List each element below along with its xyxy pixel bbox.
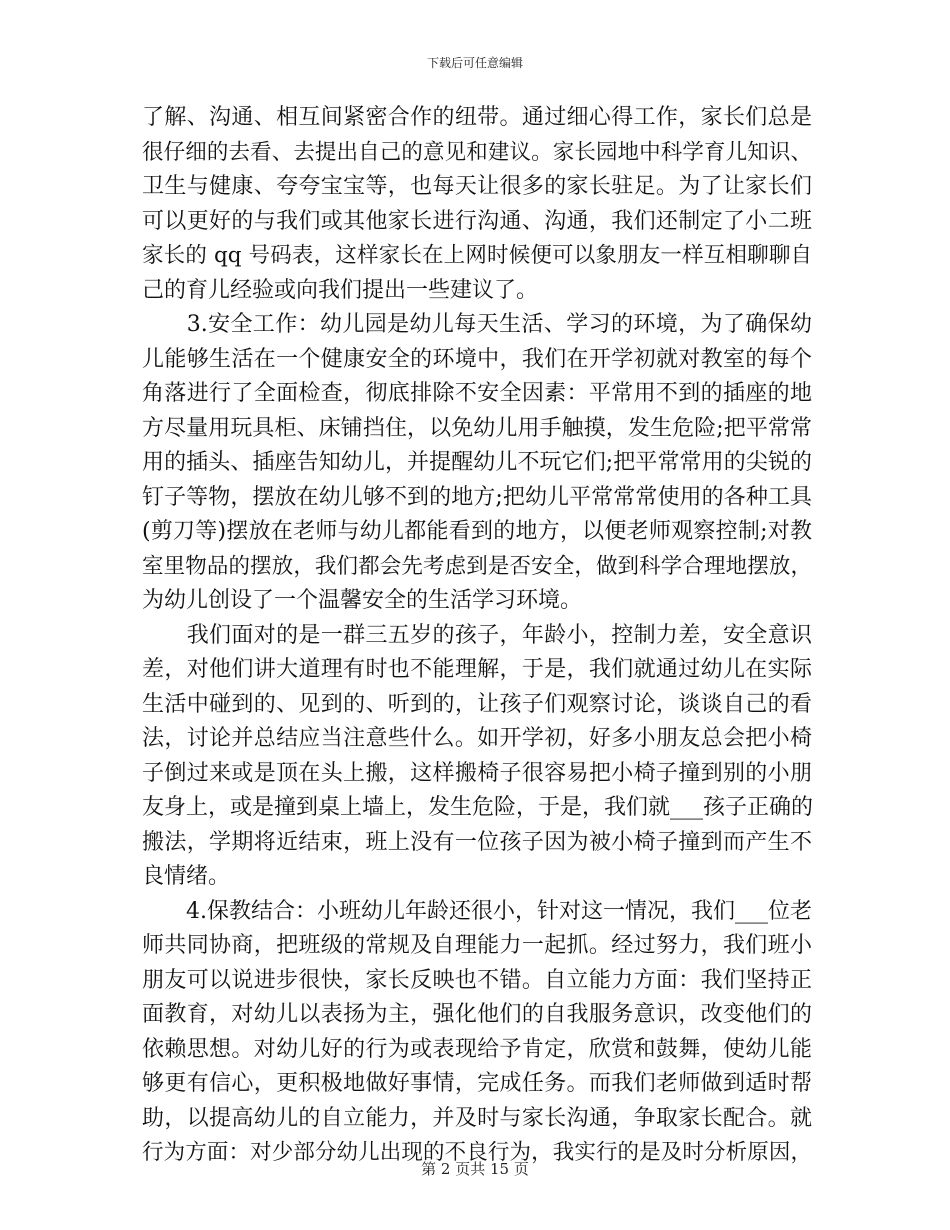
text-line: 方尽量用玩具柜、床铺挡住，以免幼儿用手触摸，发生危险;把平常常 (142, 415, 812, 441)
text-line: 我们面对的是一群三五岁的孩子，年龄小，控制力差，安全意识 (142, 622, 812, 648)
text-line: 己的育儿经验或向我们提出一些建议了。 (142, 277, 539, 303)
text-line: 够更有信心，更积极地做好事情，完成任务。而我们老师做到适时帮 (142, 1071, 812, 1096)
text-line: 面教育，对幼儿以表扬为主，强化他们的自我服务意识，改变他们的 (142, 1002, 812, 1027)
document-body (142, 101, 812, 1171)
text-line: 助，以提高幼儿的自立能力，并及时与家长沟通，争取家长配合。就 (142, 1105, 812, 1131)
text-line: 行为方面：对少部分幼儿出现的不良行为，我实行的是及时分析原因， (142, 1140, 812, 1165)
text-line: 很仔细的去看、去提出自己的意见和建议。家长园地中科学育儿知识、 (142, 139, 812, 165)
text-line: 4.保教结合：小班幼儿年龄还很小，针对这一情况，我们___位老 (142, 898, 812, 924)
text-line: 卫生与健康、夸夸宝宝等，也每天让很多的家长驻足。为了让家长们 (142, 174, 812, 199)
text-line: 钉子等物，摆放在幼儿够不到的地方;把幼儿平常常常使用的各种工具 (142, 484, 812, 510)
text-line: 差，对他们讲大道理有时也不能理解，于是，我们就通过幼儿在实际 (142, 657, 812, 682)
text-line: 了解、沟通、相互间紧密合作的纽带。通过细心得工作，家长们总是 (142, 105, 812, 130)
text-line: 室里物品的摆放，我们都会先考虑到是否安全，做到科学合理地摆放， (142, 553, 812, 579)
text-line: 家长的 qq 号码表，这样家长在上网时候便可以象朋友一样互相聊聊自 (142, 243, 812, 268)
text-line: 可以更好的与我们或其他家长进行沟通、沟通，我们还制定了小二班 (142, 208, 812, 234)
text-line: 儿能够生活在一个健康安全的环境中，我们在开学初就对教室的每个 (142, 346, 812, 372)
text-line: 生活中碰到的、见到的、听到的，让孩子们观察讨论，谈谈自己的看 (142, 691, 812, 717)
page-header: 下载后可任意编辑 (426, 56, 523, 70)
text-line: 师共同协商，把班级的常规及自理能力一起抓。经过努力，我们班小 (142, 933, 812, 958)
text-line: 良情绪。 (142, 864, 231, 889)
text-line: 用的插头、插座告知幼儿，并提醒幼儿不玩它们;把平常常用的尖锐的 (142, 450, 812, 475)
text-line: 依赖思想。对幼儿好的行为或表现给予肯定，欣赏和鼓舞，使幼儿能 (142, 1036, 812, 1062)
text-line: 搬法，学期将近结束，班上没有一位孩子因为被小椅子撞到而产生不 (142, 829, 812, 855)
page-footer: 第 2 页共 15 页 (421, 1160, 529, 1178)
text-line: 为幼儿创设了一个温馨安全的生活学习环境。 (142, 588, 583, 613)
text-line: 子倒过来或是顶在头上搬，这样搬椅子很容易把小椅子撞到别的小朋 (142, 760, 812, 786)
text-line: 朋友可以说进步很快，家长反映也不错。自立能力方面：我们坚持正 (142, 967, 812, 993)
text-line: 友身上，或是撞到桌上墙上，发生危险，于是，我们就___孩子正确的 (142, 795, 814, 820)
text-line: 法，讨论并总结应当注意些什么。如开学初，好多小朋友总会把小椅 (142, 726, 812, 751)
text-line: (剪刀等)摆放在老师与幼儿都能看到的地方，以便老师观察控制;对教 (142, 519, 812, 544)
text-line: 3.安全工作：幼儿园是幼儿每天生活、学习的环境，为了确保幼 (142, 312, 812, 337)
text-line: 角落进行了全面检查，彻底排除不安全因素：平常用不到的插座的地 (142, 381, 812, 406)
